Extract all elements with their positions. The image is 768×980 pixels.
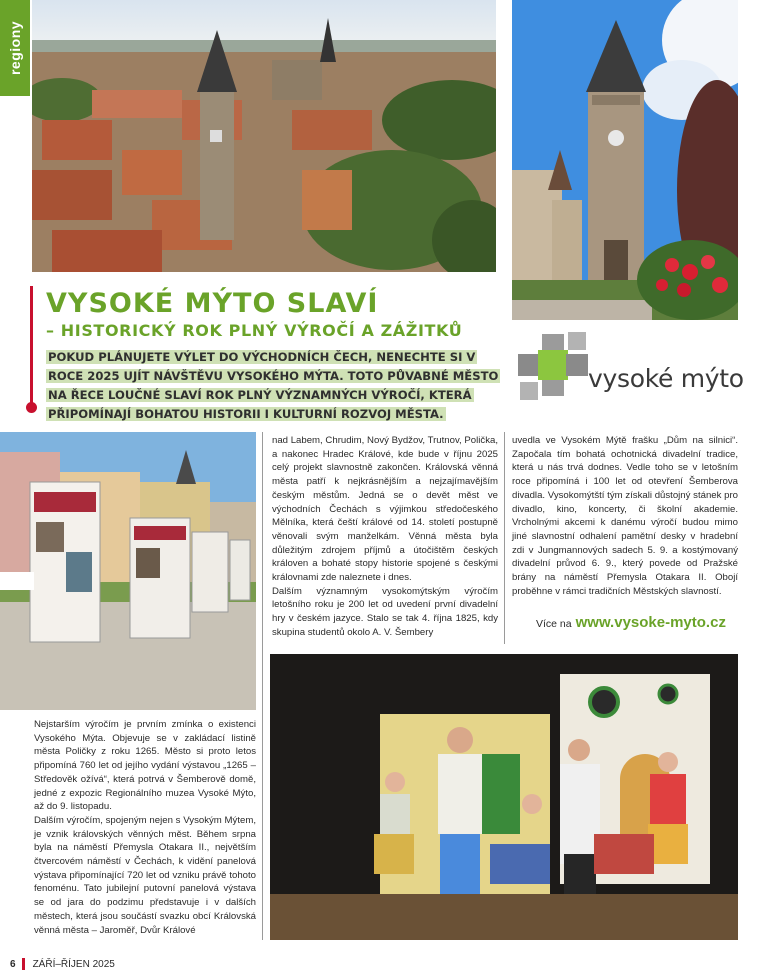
paragraph: Nejstarším výročím je prvním zmínka o existenci Vysokého Mýta. Objevuje se v zakládací listině města Poličky z roku 1265. Město si proto letos připomíná 760 let od jejího vydání výstavou „1265 – Středověk ožívá“, která potrvá v Šemberově domě, jedné z expozic Regionálního muzea Vysoké Mýto, až do 9. listopadu. (34, 719, 256, 813)
accent-dot (26, 402, 37, 413)
column-divider (262, 432, 263, 940)
headline-line-2: – HISTORICKÝ ROK PLNÝ VÝROČÍ A ZÁŽITKŮ (46, 321, 463, 340)
text-column-middle (272, 434, 498, 640)
issue-label: ZÁŘÍ–ŘÍJEN 2025 (32, 958, 115, 970)
page-number: 6 (10, 958, 16, 970)
logo-wordmark: vysoké mýto (588, 364, 744, 393)
article-headline (46, 288, 506, 342)
paragraph: Dalším výročím, spojeným nejen s Vysokým Mýtem, je vznik královských věnných měst. Během srpna byla na náměstí Přemysla Otakara II., největším čtvercovém náměstí v Čechách, k vidění panelová výstava připomínající 720 let od vzniku právě tohoto fenoménu. Tato jubilejní putovní panelová výstava se od jara do podzimu představuje i v dalších městech, která jsou součástí svazku obcí Královská věnná města – Jaroměř, Dvůr Králové (34, 814, 256, 936)
section-tab (0, 0, 30, 96)
more-label: Více na (536, 618, 572, 630)
photo-tower (512, 0, 738, 320)
footer-accent (22, 958, 25, 970)
headline-line-1: VYSOKÉ MÝTO SLAVÍ (46, 288, 379, 319)
page-footer (10, 958, 115, 970)
text-column-left (34, 718, 256, 937)
paragraph: nad Labem, Chrudim, Nový Bydžov, Trutnov, Polička, a nakonec Hradec Králové, kde bude v říjnu 2025 celý projekt slavnostně zakončen. Královská věnná města patří k nejkrásnějším a nejzajímavějším českým městům. Jedná se o devět měst ve východních Čechách s výjimkou středočeského Mělníka, která čeští králové od 14. století postupně věnovali svým manželkám. Věnná města byla důležitým zdrojem příjmů a útočištěm českých královen a bohaté stopy historie spojené s českými královnami zde naleznete i dnes. (272, 435, 498, 584)
accent-line (30, 286, 33, 406)
photo-panel-exhibition (0, 432, 256, 710)
more-info (536, 614, 726, 631)
lead-paragraph (46, 348, 502, 424)
paragraph: uvedla ve Vysokém Mýtě frašku „Dům na silnici“. Započala tím bohatá ochotnická divadelní tradice, která u nás trvá dodnes. Vedle toho se v letošním roce připomíná i 100 let od otevření Šemberova divadla. Vysokomýtští tým získali důstojný stánek pro divadlo, kino, koncerty, či školní akademie. Vrcholnými akcemi k danému výročí budou mimo jiné slavnostní odhalení pamětní desky v hradební zdi v Jungmannových sadech 5. 9. a kostýmovaný divadelní průvod 6. 9., který povede od Pražské brány na náměstí Přemysla Otakara II. Obojí proběhne v rámci tradičních Městských slavností. (512, 435, 738, 597)
column-divider (504, 432, 505, 644)
paragraph: Dalším významným vysokomýtským výročím letošního roku je 200 let od uvedení první divadelní hry v českém jazyce. Stalo se tak 4. října 1825, kdy skupina studentů okolo A. V. Šembery (272, 585, 498, 638)
text-column-right (512, 434, 738, 598)
section-tab-label: regiony (7, 20, 24, 76)
lead-text: POKUD PLÁNUJETE VÝLET DO VÝCHODNÍCH ČECH, NENECHTE SI V ROCE 2025 UJÍT NÁVŠTĚVU VYSOKÉHO MÝTA. TOTO PŮVABNÉ MĚSTO NA ŘECE LOUČNÉ SLAVÍ ROK PLNÝ VÝZNAMNÝCH VÝROČÍ, KTERÁ PŘIPOMÍNAJÍ BOHATOU HISTORII I KULTURNÍ ROZVOJ MĚSTA. (48, 350, 499, 421)
website-link[interactable]: www.vysoke-myto.cz (575, 614, 726, 631)
photo-aerial-town (32, 0, 496, 272)
photo-theatre-play (270, 654, 738, 940)
